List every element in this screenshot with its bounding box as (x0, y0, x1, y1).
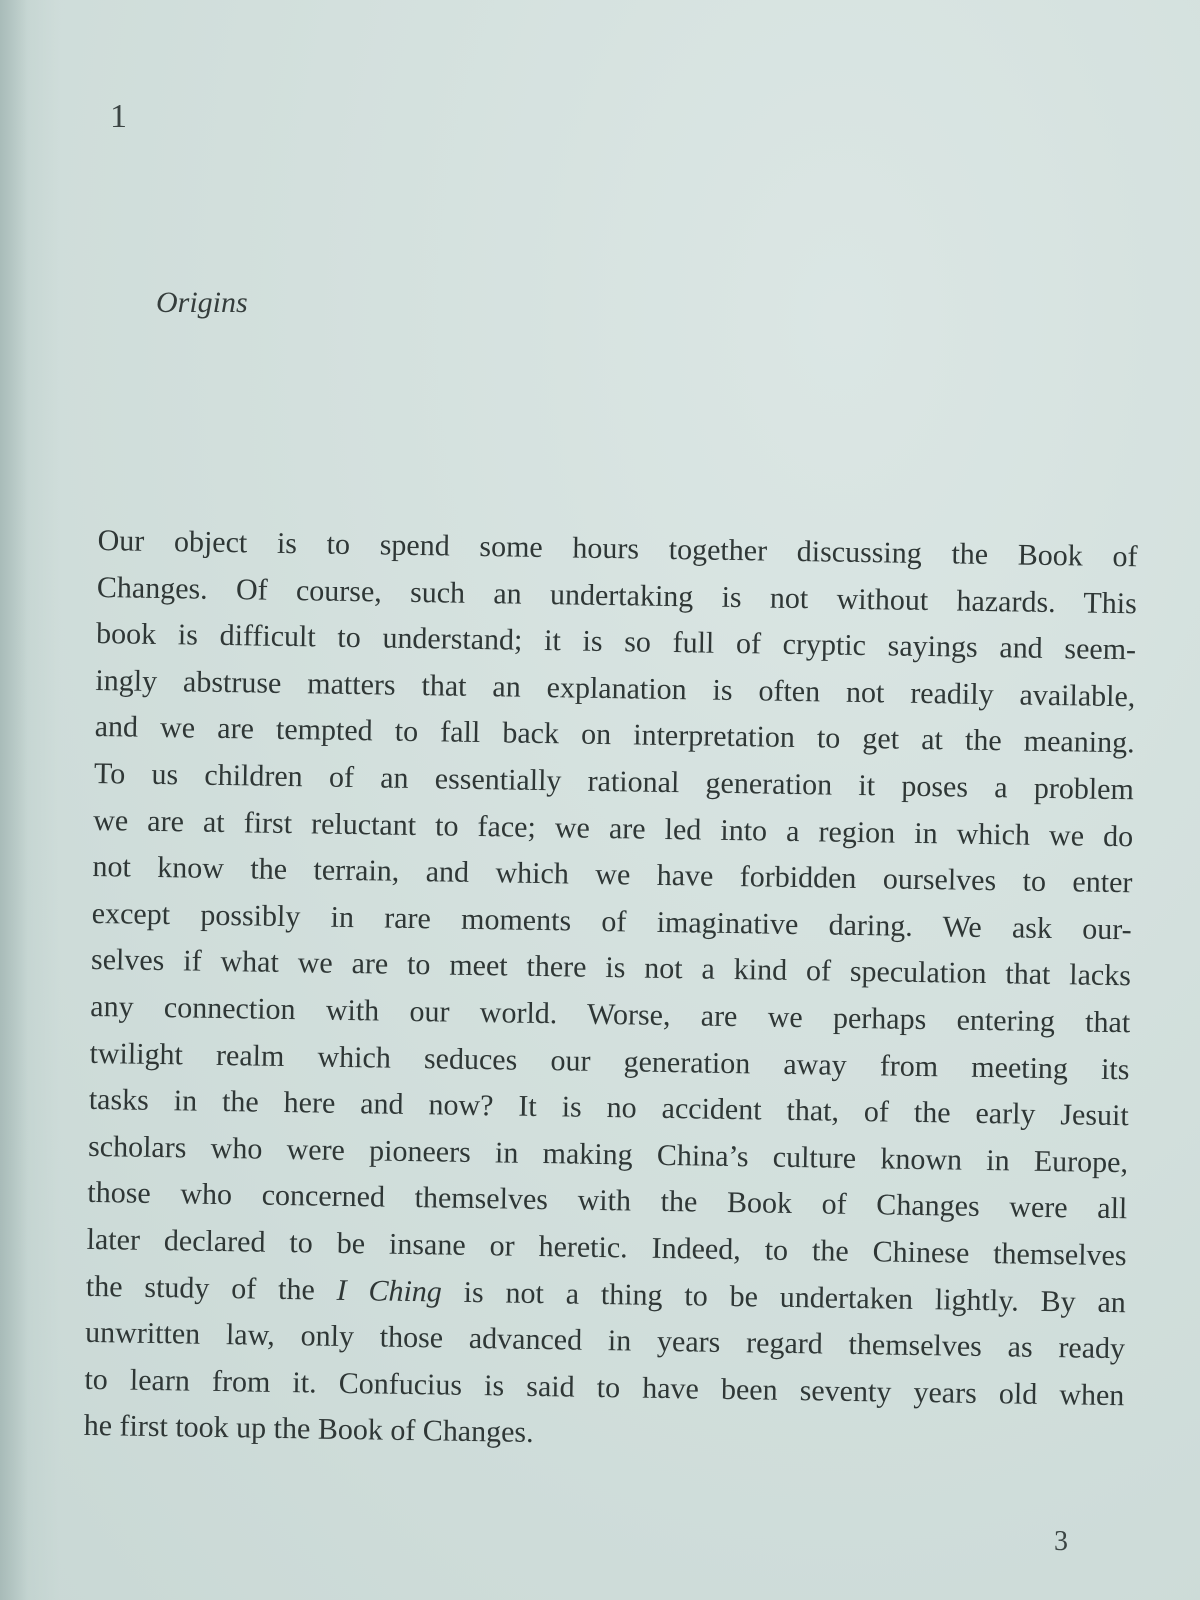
body-line: twilight realm which seduces our generation away from meeting its (89, 1036, 1130, 1086)
page-number: 3 (1054, 1526, 1068, 1557)
body-paragraph (83, 518, 1138, 1466)
body-line: ingly abstruse matters that an explanation is often not readily available, (95, 663, 1136, 714)
body-line: selves if what we are to meet there is not a kind of speculation that lacks (90, 943, 1132, 993)
body-line-text: the study of the (85, 1269, 337, 1307)
body-line: later declared to be insane or heretic. Indeed, to the Chinese themselves (86, 1222, 1127, 1273)
body-line: unwritten law, only those advanced in years regard themselves as ready (84, 1315, 1126, 1366)
body-line: not know the terrain, and which we have forbidden ourselves to enter (92, 850, 1133, 900)
body-line: any connection with our world. Worse, are we perhaps entering that (90, 989, 1131, 1040)
body-line-text: is not a thing to be undertaken lightly. By an (441, 1274, 1127, 1319)
body-line: Our object is to spend some hours together discussing the Book of (97, 523, 1138, 574)
body-line: those who concerned themselves with the Book of Changes were all (87, 1176, 1128, 1226)
body-line: except possibly in rare moments of imaginative daring. We ask our- (91, 896, 1132, 947)
body-line: to learn from it. Confucius is said to have been seventy years old when (84, 1362, 1125, 1412)
page-gutter-shadow (0, 0, 28, 1600)
chapter-title: Origins (156, 286, 248, 319)
body-line: he first took up the Book of Changes. (83, 1409, 534, 1450)
body-line: tasks in the here and now? It is no accident that, of the early Jesuit (88, 1083, 1129, 1133)
body-line: To us children of an essentially rational generation it poses a problem (93, 756, 1135, 807)
body-line: Changes. Of course, such an undertaking is not without hazards. This (96, 570, 1138, 620)
body-line: book is difficult to understand; it is so full of cryptic sayings and seem- (95, 617, 1137, 667)
chapter-number: 1 (110, 98, 127, 135)
book-title-italic: I Ching (336, 1273, 443, 1308)
body-line: we are at first reluctant to face; we are led into a region in which we do (92, 803, 1134, 853)
body-line: and we are tempted to fall back on interpretation to get at the meaning. (94, 710, 1135, 760)
body-line: scholars who were pioneers in making China’s culture known in Europe, (87, 1129, 1129, 1179)
